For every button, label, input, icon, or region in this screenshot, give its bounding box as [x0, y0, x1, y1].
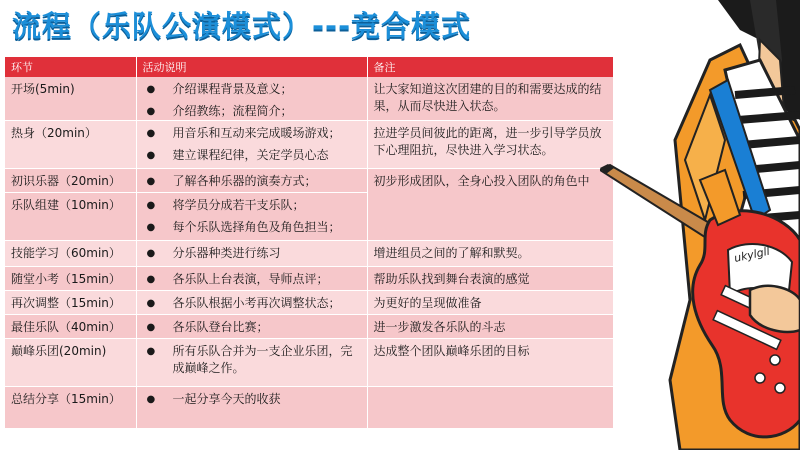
stage-cell: 开场(5min) — [5, 77, 136, 121]
header-stage: 环节 — [5, 57, 136, 77]
bullet-item: ● 用音乐和互动来完成暖场游戏； — [143, 125, 361, 142]
description-cell — [136, 339, 367, 387]
notes-cell: 为更好的呈现做准备 — [367, 291, 613, 315]
stage-cell: 技能学习（60min） — [5, 241, 136, 267]
notes-cell: 达成整个团队巅峰乐团的目标 — [367, 339, 613, 387]
description-cell — [136, 241, 367, 267]
description-cell — [136, 267, 367, 291]
header-notes: 备注 — [367, 57, 613, 77]
bullet-item: ● 各乐队登台比赛； — [143, 319, 361, 336]
bullet-item: ● 了解各种乐器的演奏方式； — [143, 173, 361, 190]
stage-cell: 初识乐器（20min） — [5, 169, 136, 193]
stage-cell: 巅峰乐团(20min) — [5, 339, 136, 387]
description-cell — [136, 291, 367, 315]
description-cell — [136, 315, 367, 339]
guitarist-illustration-icon — [600, 0, 800, 450]
stage-cell: 再次调整（15min） — [5, 291, 136, 315]
table-row — [5, 387, 613, 429]
table-row — [5, 241, 613, 267]
table-row — [5, 121, 613, 169]
stage-cell: 热身（20min） — [5, 121, 136, 169]
table-row — [5, 267, 613, 291]
guitar-text: ukylgll — [732, 244, 771, 265]
table-row — [5, 169, 613, 193]
header-description: 活动说明 — [136, 57, 367, 77]
bullet-item: ● 各乐队根据小考再次调整状态； — [143, 295, 361, 312]
notes-cell: 增进组员之间的了解和默契。 — [367, 241, 613, 267]
bullet-item: ● 所有乐队合并为一支企业乐团，完成巅峰之作。 — [143, 343, 361, 377]
notes-cell — [367, 387, 613, 429]
notes-cell: 拉进学员间彼此的距离，进一步引导学员放下心理阻抗，尽快进入学习状态。 — [367, 121, 613, 169]
bullet-item: ● 建立课程纪律，关定学员心态 — [143, 147, 361, 164]
table-row — [5, 77, 613, 121]
bullet-item: ● 介绍课程背景及意义； — [143, 81, 361, 98]
table-row — [5, 339, 613, 387]
description-cell — [136, 77, 367, 121]
description-cell — [136, 387, 367, 429]
description-cell — [136, 169, 367, 193]
stage-cell: 总结分享（15min） — [5, 387, 136, 429]
notes-cell: 让大家知道这次团建的目的和需要达成的结果，从而尽快进入状态。 — [367, 77, 613, 121]
description-cell — [136, 193, 367, 241]
page-title: 流程（乐队公演模式）---竞合模式 — [12, 9, 472, 43]
bullet-item: ● 各乐队上台表演，导师点评； — [143, 271, 361, 288]
bullet-item: ● 介绍教练；流程简介； — [143, 103, 361, 120]
schedule-table — [5, 57, 614, 429]
notes-cell: 进一步激发各乐队的斗志 — [367, 315, 613, 339]
notes-cell: 帮助乐队找到舞台表演的感觉 — [367, 267, 613, 291]
notes-cell: 初步形成团队，全身心投入团队的角色中 — [367, 169, 613, 241]
table-row — [5, 315, 613, 339]
stage-cell: 乐队组建（10min） — [5, 193, 136, 241]
description-cell — [136, 121, 367, 169]
bullet-item: ● 一起分享今天的收获 — [143, 391, 361, 408]
bullet-item: ● 每个乐队选择角色及角色担当； — [143, 219, 361, 236]
bullet-item: ● 分乐器种类进行练习 — [143, 245, 361, 262]
stage-cell: 最佳乐队（40min） — [5, 315, 136, 339]
table-header-row — [5, 57, 613, 77]
stage-cell: 随堂小考（15min） — [5, 267, 136, 291]
table-row — [5, 291, 613, 315]
bullet-item: ● 将学员分成若干支乐队； — [143, 197, 361, 214]
